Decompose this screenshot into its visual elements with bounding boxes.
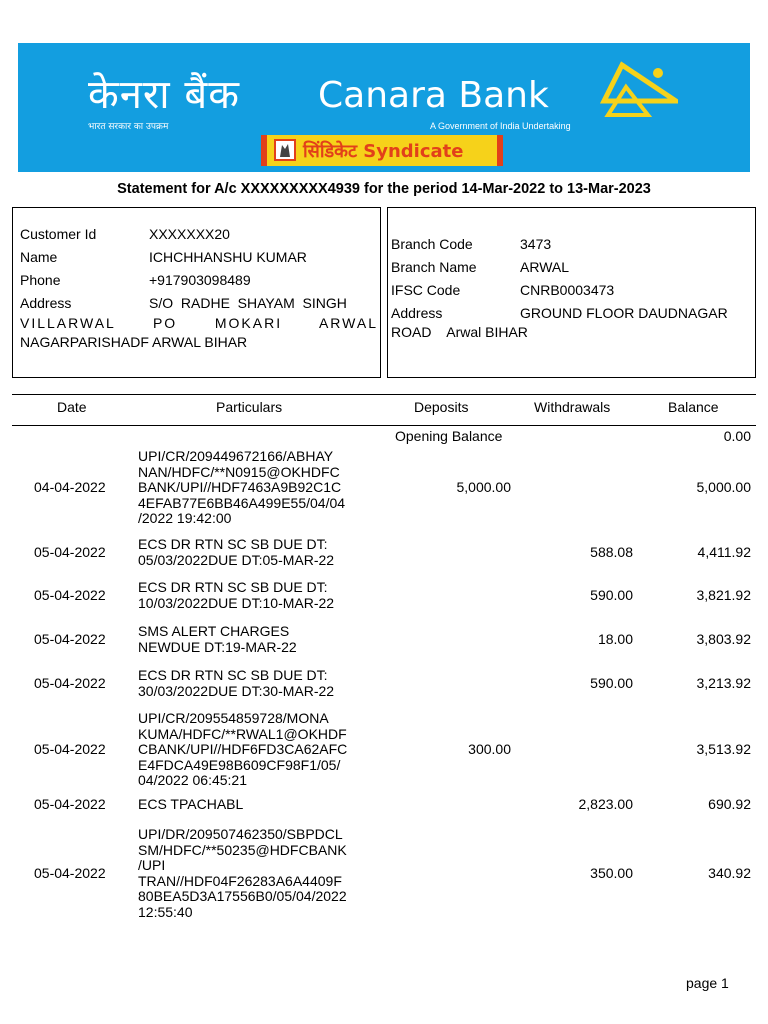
statement-title: Statement for A/c XXXXXXXXX4939 for the period 14-Mar-2022 to 13-Mar-2023 xyxy=(117,181,651,197)
row-particulars-line: UPI/CR/209554859728/MONA xyxy=(138,710,329,726)
row-particulars-line: ECS DR RTN SC SB DUE DT: xyxy=(138,579,328,595)
row-particulars-line: 30/03/2022DUE DT:30-MAR-22 xyxy=(138,682,335,699)
row-particulars-line: TRAN//HDF04F26283A6A4409F xyxy=(138,872,342,889)
row-particulars-line: /UPI xyxy=(138,857,166,873)
row-withdrawal: 590.00 xyxy=(590,674,633,691)
branch-code-value: 3473 xyxy=(520,236,552,252)
bank-name-hindi: केनरा बैंक xyxy=(88,72,240,118)
row-withdrawal: 2,823.00 xyxy=(578,796,633,812)
row-particulars-line: SM/HDFC/**50235@HDFCBANK xyxy=(138,841,347,858)
table-top-rule xyxy=(12,394,756,395)
row-withdrawal: 18.00 xyxy=(597,630,633,647)
row-withdrawal: 588.08 xyxy=(590,543,633,560)
canara-bank-logo-icon xyxy=(600,61,678,121)
customer-id-label: Customer Id xyxy=(20,226,97,242)
row-particulars-line: 05/03/2022DUE DT:05-MAR-22 xyxy=(138,551,335,568)
column-header-particulars: Particulars xyxy=(216,399,283,415)
syndicate-emblem-icon xyxy=(273,138,297,162)
row-date: 04-04-2022 xyxy=(34,479,106,495)
row-particulars-line: 04/2022 06:45:21 xyxy=(138,772,247,788)
ifsc-code-label: IFSC Code xyxy=(391,282,461,298)
row-particulars-line: KUMA/HDFC/**RWAL1@OKHDF xyxy=(138,725,347,742)
column-header-date: Date xyxy=(57,399,87,415)
column-header-withdrawals: Withdrawals xyxy=(534,399,611,415)
row-date: 05-04-2022 xyxy=(34,630,106,647)
row-balance: 3,513.92 xyxy=(696,741,751,757)
opening-balance-label: Opening Balance xyxy=(395,428,503,444)
syndicate-badge xyxy=(261,135,503,166)
row-particulars-line: 80BEA5D3A17556B0/05/04/2022 xyxy=(138,888,347,904)
customer-name-value: ICHCHHANSHU KUMAR xyxy=(149,249,307,265)
row-balance: 3,821.92 xyxy=(696,586,751,603)
branch-name-label: Branch Name xyxy=(391,259,477,275)
bank-name: Canara Bank xyxy=(318,75,549,116)
branch-code-label: Branch Code xyxy=(391,236,473,252)
row-particulars-line: ECS DR RTN SC SB DUE DT: xyxy=(138,667,328,683)
row-balance: 3,803.92 xyxy=(696,630,751,647)
bank-banner xyxy=(18,43,750,172)
row-particulars-line: CBANK/UPI//HDF6FD3CA62AFC xyxy=(138,741,348,757)
customer-id-value: XXXXXXX20 xyxy=(149,226,230,242)
row-withdrawal: 350.00 xyxy=(590,864,633,881)
table-header-rule xyxy=(12,425,756,426)
row-particulars-line: /2022 19:42:00 xyxy=(138,510,232,526)
customer-address-value: S/O RADHE SHAYAM SINGH xyxy=(149,295,347,311)
row-particulars-line: E4FDCA49E98B609CF98F1/05/ xyxy=(138,756,341,773)
row-withdrawal: 590.00 xyxy=(590,586,633,603)
customer-phone-value: +917903098489 xyxy=(149,272,251,288)
row-balance: 3,213.92 xyxy=(696,674,751,691)
row-date: 05-04-2022 xyxy=(34,586,106,603)
row-particulars-line: BANK/UPI//HDF7463A9B92C1C xyxy=(138,479,342,495)
page-number: page 1 xyxy=(686,975,729,991)
row-particulars-line: UPI/CR/209449672166/ABHAY xyxy=(138,448,334,464)
row-particulars-line: SMS ALERT CHARGES xyxy=(138,623,290,639)
customer-phone-label: Phone xyxy=(20,272,61,288)
row-particulars-line: ECS DR RTN SC SB DUE DT: xyxy=(138,536,328,552)
row-date: 05-04-2022 xyxy=(34,864,106,881)
row-balance: 4,411.92 xyxy=(697,543,751,560)
customer-address-label: Address xyxy=(20,295,72,311)
row-particulars-line: 10/03/2022DUE DT:10-MAR-22 xyxy=(138,594,335,611)
column-header-balance: Balance xyxy=(668,399,719,415)
row-particulars-line: UPI/DR/209507462350/SBPDCL xyxy=(138,826,343,842)
row-particulars-line: NAN/HDFC/**N0915@OKHDFC xyxy=(138,463,340,480)
branch-name-value: ARWAL xyxy=(520,259,570,275)
bank-tagline-hindi: भारत सरकार का उपक्रम xyxy=(88,122,169,132)
row-date: 05-04-2022 xyxy=(34,796,106,812)
row-particulars-line: ECS TPACHABL xyxy=(138,796,244,812)
row-particulars-line: NEWDUE DT:19-MAR-22 xyxy=(138,638,297,655)
opening-balance-value: 0.00 xyxy=(723,428,751,444)
customer-name-label: Name xyxy=(20,249,58,265)
customer-info-box xyxy=(12,207,381,378)
branch-info-box xyxy=(387,207,756,378)
column-header-deposits: Deposits xyxy=(414,399,469,415)
branch-address-label: Address xyxy=(391,305,443,321)
branch-address-value: GROUND FLOOR DAUDNAGAR xyxy=(520,305,728,321)
customer-address-line2: VILLARWAL PO MOKARI ARWAL xyxy=(20,315,378,331)
row-balance: 690.92 xyxy=(708,796,751,812)
row-date: 05-04-2022 xyxy=(34,674,106,691)
row-date: 05-04-2022 xyxy=(34,543,106,560)
bank-tagline: A Government of India Undertaking xyxy=(430,121,571,131)
row-particulars-line: 12:55:40 xyxy=(138,903,193,920)
row-date: 05-04-2022 xyxy=(34,741,106,757)
row-deposit: 300.00 xyxy=(468,741,511,757)
row-balance: 340.92 xyxy=(708,864,751,881)
row-particulars-line: 4EFAB77E6BB46A499E55/04/04 xyxy=(138,494,346,511)
row-balance: 5,000.00 xyxy=(696,479,751,495)
row-deposit: 5,000.00 xyxy=(456,479,511,495)
customer-address-line3: NAGARPARISHADF ARWAL BIHAR xyxy=(20,334,248,350)
branch-address-line2: ROAD Arwal BIHAR xyxy=(391,324,528,340)
ifsc-code-value: CNRB0003473 xyxy=(520,282,615,298)
syndicate-label: सिंडिकेट Syndicate xyxy=(303,141,464,162)
